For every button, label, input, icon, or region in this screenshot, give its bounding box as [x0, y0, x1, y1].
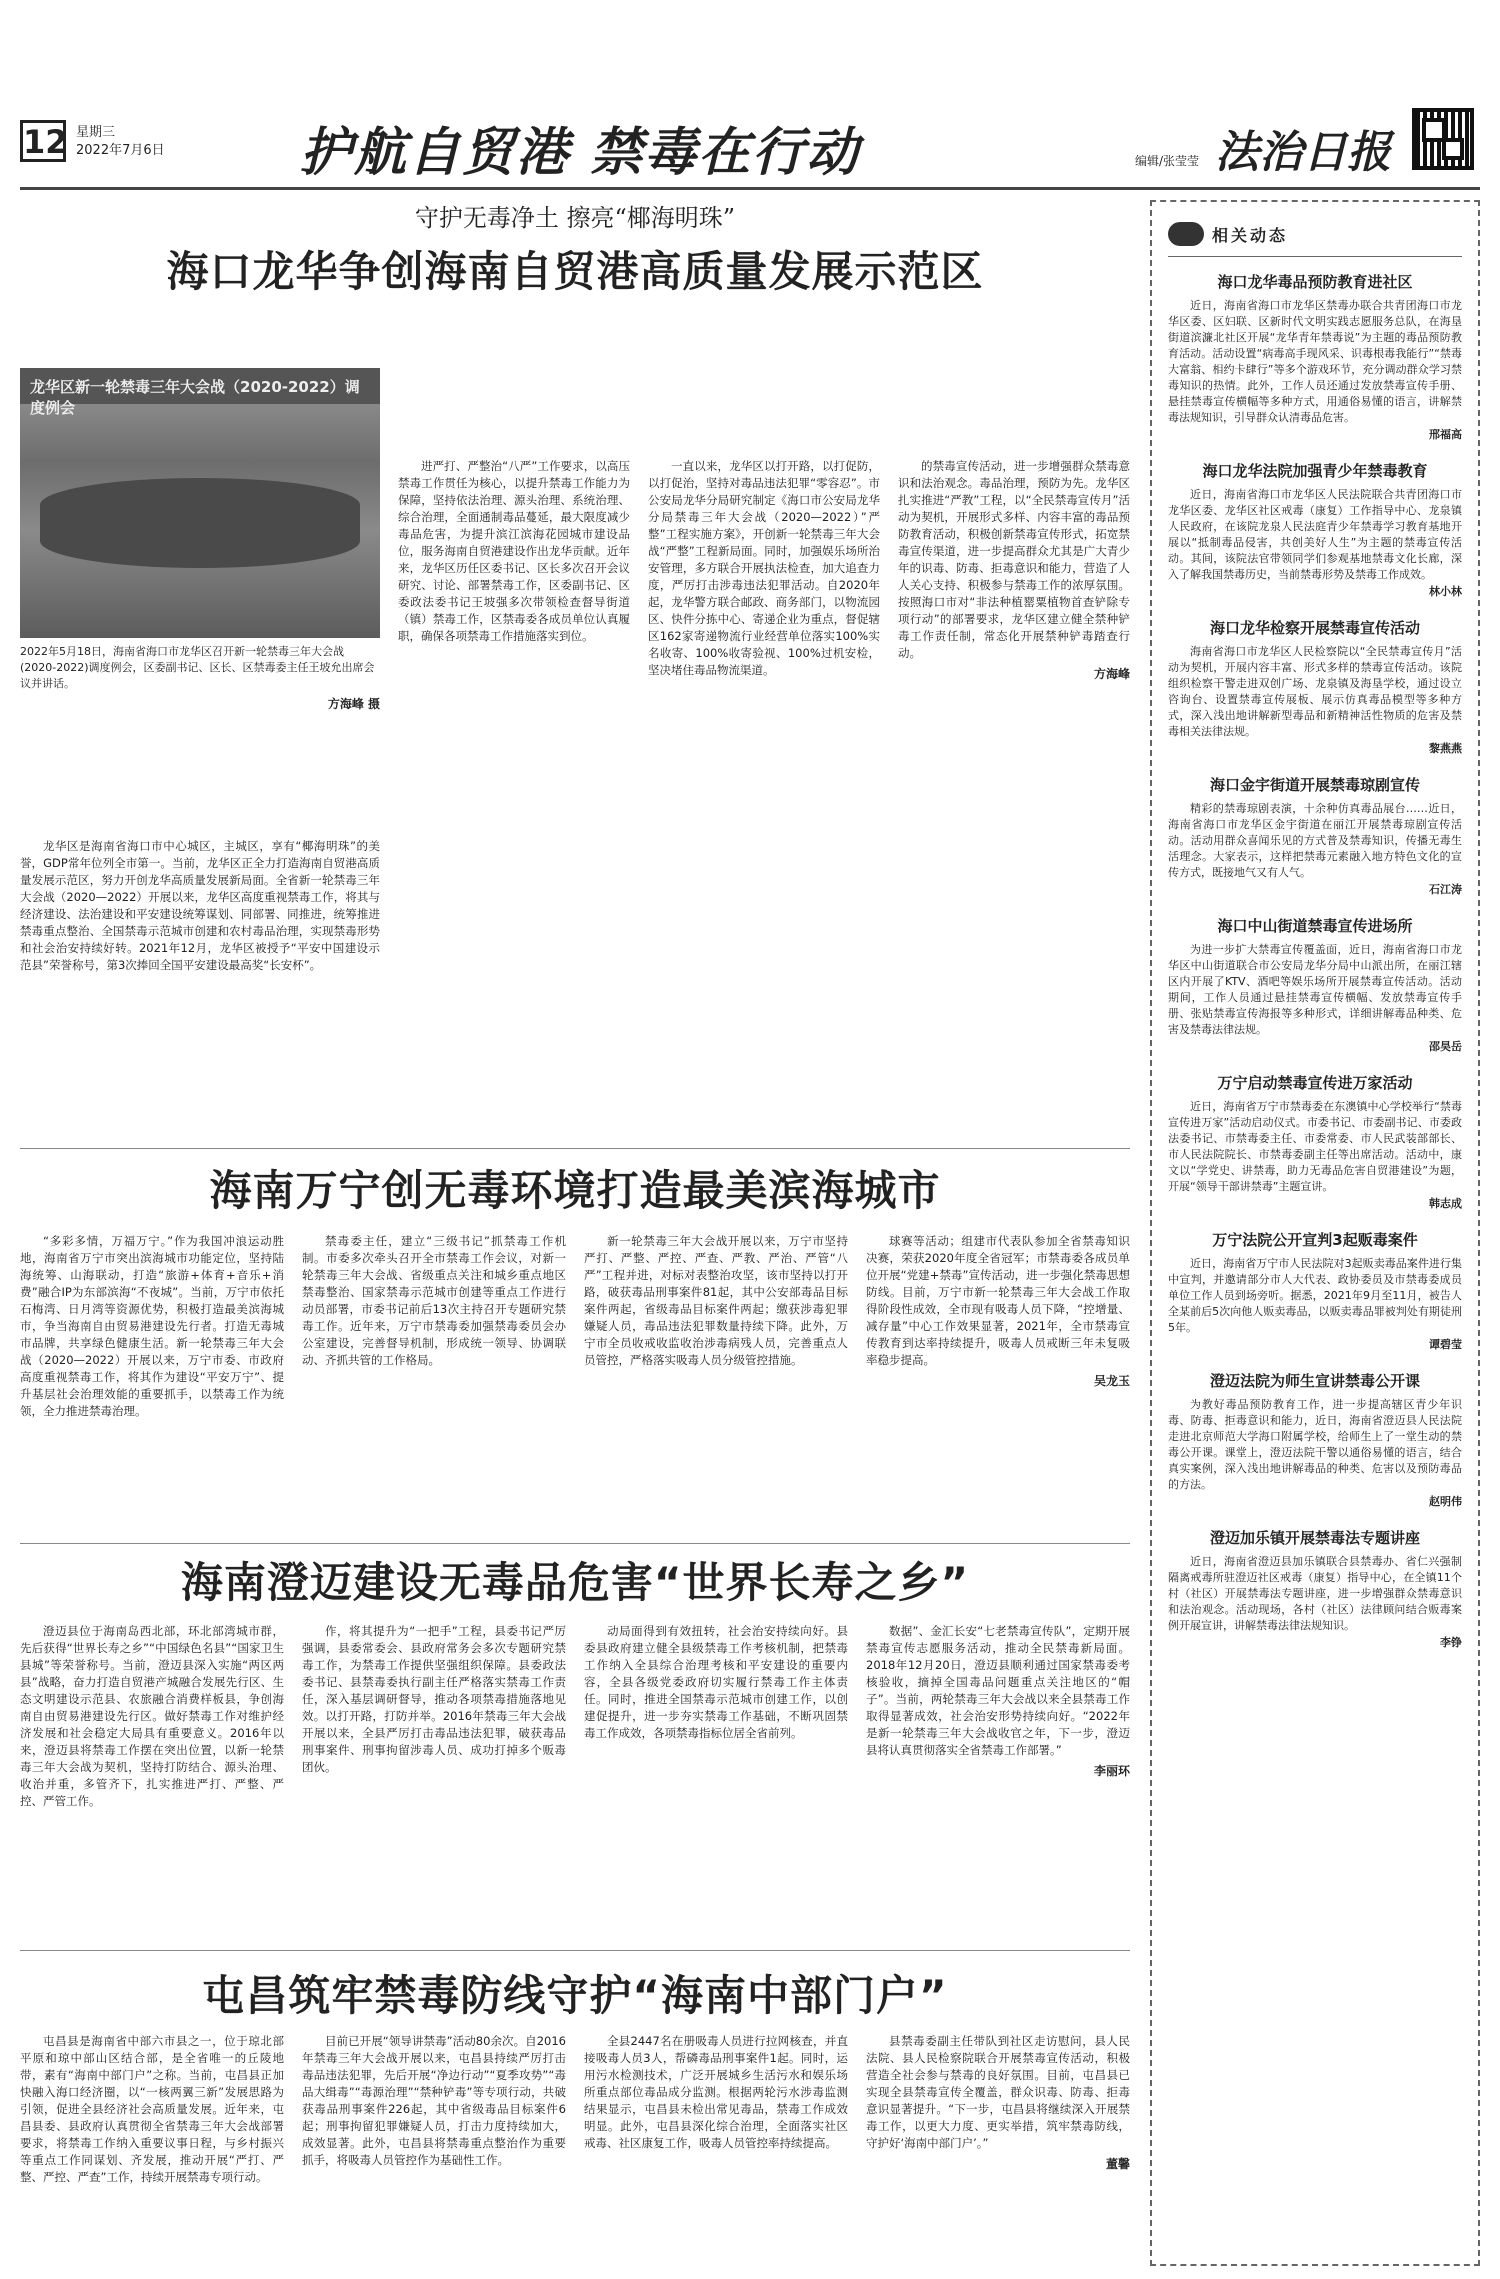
- article-chengmai: [20, 1550, 1130, 1610]
- photo-banner-text: 龙华区新一轮禁毒三年大会战（2020-2022）调度例会: [20, 368, 380, 404]
- article-column: 澄迈县位于海南岛西北部，环北部湾城市群，先后获得“世界长寿之乡”“中国绿色名县”“国家卫生县城”等荣誉称号。当前，澄迈县深入实施“两区两县”战略，奋力打造自贸港产城融合发展先行区、生态文明建设示范县、农旅融合消费样板县，争创海南自由贸易港建设先行区。做好禁毒工作对维护经济发展和社会稳定大局具有重要意义。2016年以来，澄迈县将禁毒工作摆在突出位置，以新一轮禁毒三年大会战为契机，坚持打防结合、源头治理、收治并重，多管齐下，扎实推进严打、严整、严控、严管工作。: [20, 1624, 284, 1808]
- article-headline[interactable]: 海口龙华争创海南自贸港高质量发展示范区: [166, 247, 984, 296]
- article-wanning: [20, 1158, 1130, 1218]
- news-item-title[interactable]: 万宁法院公开宣判3起贩毒案件: [1212, 1231, 1418, 1249]
- qr-code-icon[interactable]: [1412, 108, 1474, 170]
- news-item-body: 近日，海南省万宁市人民法院对3起贩卖毒品案件进行集中宣判，并邀请部分市人大代表、政协委员及市禁毒委成员单位工作人员到场旁听。据悉，2021年9月至11月，被告人全某前后5次向他人贩卖毒品，以贩卖毒品罪被判处有期徒刑5年。: [1168, 1257, 1462, 1334]
- article-column: 动局面得到有效扭转，社会治安持续向好。县委县政府建立健全县级禁毒工作考核机制，把禁毒工作纳入全县综合治理考核和平安建设的重要内容，全县各级党委政府切实履行禁毒工作主体责任。同时，推进全国禁毒示范城市创建工作，以创建促提升，进一步夯实禁毒工作基础，不断巩固禁毒工作成效，各项禁毒指标位居全省前列。: [584, 1624, 848, 1740]
- news-item[interactable]: [1168, 460, 1462, 599]
- news-item-title[interactable]: 海口龙华法院加强青少年禁毒教育: [1202, 462, 1428, 480]
- photo-caption: [20, 644, 380, 712]
- issue-date-block: [76, 124, 165, 160]
- meeting-photo: [20, 368, 380, 638]
- article1-lead-columns: [20, 838, 380, 1138]
- news-item[interactable]: [1168, 1370, 1462, 1509]
- news-item-body: 为教好毒品预防教育工作，进一步提高辖区青少年识毒、防毒、拒毒意识和能力，近日，海南省澄迈县人民法院走进北京师范大学海口附属学校，给师生上了一堂生动的禁毒公开课。课堂上，澄迈法院干警以通俗易懂的语言，结合真实案例，深入浅出地讲解毒品的种类、危害以及预防毒品的方法。: [1168, 1398, 1462, 1491]
- editor-credit: 编辑/张莹莹: [1135, 154, 1200, 168]
- news-item-title[interactable]: 澄迈法院为师生宣讲禁毒公开课: [1209, 1372, 1420, 1390]
- news-item-body: 近日，海南省万宁市禁毒委在东澳镇中心学校举行“禁毒宣传进万家”活动启动仪式。市委书记、市委副书记、市委政法委书记、市禁毒委主任、市委常委、市人民武装部部长、市人民法院院长、市禁毒委副主任等出席活动。活动中，康文以“学党史、讲禁毒，助力无毒品危害自贸港建设”为题，开展“领导干部讲禁毒”主题宣讲。: [1168, 1100, 1462, 1193]
- news-item[interactable]: [1168, 617, 1462, 756]
- news-item-body: 精彩的禁毒琼剧表演，十余种仿真毒品展台……近日，海南省海口市龙华区金宇街道在丽江开展禁毒琼剧宣传活动。活动用群众喜闻乐见的方式普及禁毒知识，传播无毒生活理念。大家表示，这样把禁毒元素融入地方特色文化的宣传方式，既接地气又有人气。: [1168, 802, 1462, 879]
- news-item-byline: 邢福高: [1429, 428, 1462, 441]
- article-byline: 吴龙玉: [1093, 1374, 1130, 1388]
- article-byline: 李丽环: [1093, 1764, 1130, 1778]
- article-column: “多彩多情，万福万宁。”作为我国冲浪运动胜地，海南省万宁市突出滨海城市功能定位，坚持陆海统筹、山海联动，打造“旅游+体育+音乐+消费”融合IP为东部滨海“不夜城”。当前，万宁市依托石梅湾、日月湾等资源优势，积极打造最美滨海城市，争当海南自由贸易港建设先行者。打造无毒城市品牌，共享绿色健康生活。新一轮禁毒三年大会战（2020—2022）开展以来，万宁市委、市政府高度重视禁毒工作，将其作为建设“平安万宁”、提升基层社会治理效能的重要抓手，以禁毒工作为统领，全力推进禁毒治理。: [20, 1234, 284, 1418]
- newspaper-masthead: 法治日报: [1215, 127, 1391, 178]
- news-item-title[interactable]: 海口中山街道禁毒宣传进场所: [1217, 917, 1413, 935]
- news-item-byline: 韩志成: [1429, 1197, 1462, 1210]
- article-headline[interactable]: 海南万宁创无毒环境打造最美滨海城市: [209, 1166, 941, 1215]
- news-item[interactable]: [1168, 774, 1462, 897]
- news-item[interactable]: [1168, 1229, 1462, 1352]
- article-column: 全县2447名在册吸毒人员进行拉网核查，并直接吸毒人员3人，帮磷毒品刑事案件1起。同时，运用污水检测技术，广泛开展城乡生活污水和娱乐场所重点部位毒品成分监测。根据两轮污水涉毒监测结果显示，屯昌县未检出常见毒品，禁毒工作成效明显。此外，屯昌县深化综合治理，全面落实社区戒毒、社区康复工作，吸毒人员管控率持续提高。: [584, 2034, 848, 2150]
- news-item-body: 近日，海南省海口市龙华区人民法院联合共青团海口市龙华区委、龙华区社区戒毒（康复）工作指导中心、龙泉镇人民政府，在该院龙泉人民法庭青少年禁毒学习教育基地开展以“抵制毒品侵害，共创美好人生”为主题的禁毒宣传活动。其间，该院法官带领同学们参观基地禁毒文化长廊，深入了解我国禁毒历史，当前禁毒形势及禁毒工作成效。: [1168, 488, 1462, 581]
- article-column: 龙华区是海南省海口市中心城区，主城区，享有“椰海明珠”的美誉，GDP常年位列全市第一。当前，龙华区正全力打造海南自贸港高质量发展示范区，努力开创龙华高质量发展新局面。全省新一轮禁毒三年大会战（2020—2022）开展以来，龙华区高度重视禁毒工作，将其与经济建设、法治建设和平安建设统筹谋划、同部署、同推进，统筹推进禁毒重点整治、全国禁毒示范城市创建和农村毒品治理，实现禁毒形势和社会治安持续好转。2021年12月，龙华区被授予“平安中国建设示范县”荣誉称号，第3次捧回全国平安建设最高奖“长安杯”。: [20, 839, 380, 972]
- article-kicker: 守护无毒净土 擦亮“椰海明珠”: [414, 204, 736, 232]
- caption-byline: 方海峰 摄: [327, 697, 380, 711]
- news-item-body: 为进一步扩大禁毒宣传覆盖面，近日，海南省海口市龙华区中山街道联合市公安局龙华分局中山派出所，在丽江辖区内开展了KTV、酒吧等娱乐场所开展禁毒宣传活动。活动期间，工作人员通过悬挂禁毒宣传横幅、发放禁毒宣传手册、张贴禁毒宣传海报等多种形式，详细讲解毒品种类、危害及禁毒法律法规。: [1168, 943, 1462, 1036]
- news-item-body: 近日，海南省澄迈县加乐镇联合县禁毒办、省仁兴强制隔离戒毒所驻澄迈社区戒毒（康复）指导中心，在全镇11个村（社区）开展禁毒法专题讲座，进一步增强群众禁毒意识和法治观念。活动现场，各村（社区）法律顾问结合贩毒案例开展宣讲，讲解禁毒法律法规知识。: [1168, 1555, 1462, 1632]
- page-number: 12: [20, 120, 66, 162]
- article-headline[interactable]: 海南澄迈建设无毒品危害“世界长寿之乡”: [180, 1558, 970, 1607]
- article-tunchang: [20, 1963, 1130, 2023]
- news-item-body: 海南省海口市龙华区人民检察院以“全民禁毒宣传月”活动为契机，开展内容丰富、形式多样的禁毒宣传活动。该院组织检察干警走进双创广场、龙泉镇及海垦学校，通过设立咨询台、设置禁毒宣传展板、展示仿真毒品模型等多种方式，深入浅出地讲解新型毒品和新精神活性物质的危害及禁毒相关法律法规。: [1168, 645, 1462, 738]
- news-item-byline: 李铮: [1440, 1636, 1462, 1649]
- article-column: 屯昌县是海南省中部六市县之一，位于琼北部平原和琼中部山区结合部，是全省唯一的丘陵地带，素有“海南中部门户”之称。当前，屯昌县正加快融入海口经济圈，以“一核两翼三新”发展思路为引领，促进全县经济社会高质量发展。近年来，屯昌县委、县政府认真贯彻全省禁毒三年大会战部署要求，将禁毒工作纳入重要议事日程，与乡村振兴等重点工作同谋划、齐发展，推动开展“严打、严整、严控、严查”工作，持续开展禁毒专项行动。: [20, 2034, 284, 2184]
- article2-columns: [20, 1233, 1130, 1533]
- sidebar-title-text: 相关动态: [1212, 225, 1289, 245]
- sidebar-rule: [1168, 256, 1462, 257]
- article-byline: 方海峰: [1093, 667, 1130, 681]
- weekday: 星期三: [76, 125, 116, 140]
- article-column: 新一轮禁毒三年大会战开展以来，万宁市坚持严打、严整、严控、严查、严教、严治、严管“八严”工程并进，对标对表整治攻坚，该市坚持以打开路，破获毒品刑事案件81起，其中公安部毒品目标案件两起，省级毒品目标案件两起；缴获涉毒犯罪嫌疑人员，毒品违法犯罪数量持续下降。此外，万宁市全员收戒收监收治涉毒病残人员，完善重点人员管控，严格落实吸毒人员分级管控措施。: [584, 1234, 848, 1367]
- article-column: 数据”、金汇长安“七老禁毒宣传队”，定期开展禁毒宣传志愿服务活动，推动全民禁毒新局面。2018年12月20日，澄迈县顺利通过国家禁毒委考核验收，摘掉全国毒品问题重点关注地区的“帽子”。当前，两轮禁毒三年大会战以来全县禁毒工作取得显著成效，社会治安形势持续向好。“2022年是新一轮禁毒三年大会战收官之年，下一步，澄迈县将认真贯彻落实全省禁毒工作部署。” 李丽环: [866, 1624, 1130, 1778]
- news-item-byline: 谭碧莹: [1429, 1338, 1462, 1351]
- sidebar-title: [1168, 222, 1462, 246]
- news-item-byline: 赵明伟: [1429, 1495, 1462, 1508]
- news-item-byline: 邵昊岳: [1429, 1040, 1462, 1053]
- main-articles: [20, 198, 1130, 2268]
- news-item-title[interactable]: 万宁启动禁毒宣传进万家活动: [1217, 1074, 1413, 1092]
- news-item-byline: 黎燕燕: [1429, 742, 1462, 755]
- issue-date: 2022年7月6日: [76, 143, 165, 158]
- conference-table-shape: [40, 478, 360, 568]
- news-item-byline: 林小林: [1429, 585, 1462, 598]
- article-column: 目前已开展“领导讲禁毒”活动80余次。自2016年禁毒三年大会战开展以来，屯昌县持续严厉打击毒品违法犯罪，先后开展“净边行动”“夏季攻势”“毒品大缉毒”“毒源治理”“禁种铲毒”等专项行动，共破获毒品刑事案件226起，其中省级毒品目标案件6起；刑事拘留犯罪嫌疑人员，打击力度持续加大，成效显著。此外，屯昌县将禁毒重点整治作为重要抓手，将吸毒人员管控作为基础性工作。: [302, 2034, 566, 2167]
- article-header: [20, 198, 1130, 299]
- news-item-body: 近日，海南省海口市龙华区禁毒办联合共青团海口市龙华区委、区妇联、区新时代文明实践志愿服务总队，在海垦街道滨濂北社区开展“龙华青年禁毒说”为主题的毒品预防教育活动。活动设置“病毒高手现风采、识毒根毒我能行”“禁毒大富翁、相约卡肆行”等多个游戏环节，充分调动群众学习禁毒知识的热情。此外，工作人员还通过发放禁毒宣传手册、悬挂禁毒宣传横幅等多种方式，用通俗易懂的语言，讲解禁毒法规知识，引导群众认清毒品危害。: [1168, 299, 1462, 424]
- news-item-title[interactable]: 海口金宇街道开展禁毒琼剧宣传: [1209, 776, 1420, 794]
- article-column: 作，将其提升为“一把手”工程，县委书记严厉强调，县委常委会、县政府常务会多次专题研究禁毒工作，为禁毒工作提供坚强组织保障。县委政法委书记、县禁毒委执行副主任严格落实禁毒工作责任，深入基层调研督导，推动各项禁毒措施落地见效。以打开路，打防并举。2016年禁毒三年大会战开展以来，全县严厉打击毒品违法犯罪，破获毒品刑事案件、刑事拘留涉毒人员、成功打掉多个贩毒团伙。: [302, 1624, 566, 1774]
- news-item-title[interactable]: 海口龙华检察开展禁毒宣传活动: [1209, 619, 1420, 637]
- news-item-title[interactable]: 澄迈加乐镇开展禁毒法专题讲座: [1209, 1529, 1420, 1547]
- article-column: 球赛等活动；组建市代表队参加全省禁毒知识决赛，荣获2020年度全省冠军；市禁毒委各成员单位开展“党建+禁毒”宣传活动，进一步强化禁毒思想防线。目前，万宁市新一轮禁毒三年大会战工作取得阶段性成效，全市现有吸毒人员下降，“控增量、减存量”中心工作效果显著，2021年，全市禁毒宣传教育到达率持续提升，吸毒人员戒断三年未复吸率稳步提高。 吴龙玉: [866, 1234, 1130, 1388]
- article-headline[interactable]: 屯昌筑牢禁毒防线守护“海南中部门户”: [202, 1971, 948, 2020]
- page-header: [20, 100, 1480, 190]
- article-column: 禁毒委主任，建立“三级书记”抓禁毒工作机制。市委多次牵头召开全市禁毒工作会议，对新一轮禁毒三年大会战、省级重点关注和城乡重点地区禁毒整治、国家禁毒示范城市创建等重点工作进行动员部署，市委书记前后13次主持召开专题研究禁毒工作。近年来，万宁市禁毒委加强禁毒委员会办公室建设，完善督导机制，形成统一领导、协调联动、齐抓共管的工作格局。: [302, 1234, 566, 1367]
- news-item[interactable]: [1168, 915, 1462, 1054]
- news-item-byline: 石江涛: [1429, 883, 1462, 896]
- article3-columns: [20, 1623, 1130, 1943]
- news-item[interactable]: [1168, 1072, 1462, 1211]
- article-byline: 董馨: [1105, 2157, 1130, 2171]
- article4-columns: [20, 2033, 1130, 2263]
- news-item-title[interactable]: 海口龙华毒品预防教育进社区: [1217, 273, 1413, 291]
- section-divider: [20, 1148, 1130, 1149]
- article-column: 县禁毒委副主任带队到社区走访慰问，县人民法院、县人民检察院联合开展禁毒宣传活动，积极营造全社会参与禁毒的良好氛围。目前，屯昌县已实现全县禁毒宣传全覆盖，群众识毒、防毒、拒毒意识显著提升。“下一步，屯昌县将继续深入开展禁毒工作，以更大力度、更实举措，筑牢禁毒防线，守护好‘海南中部门户’。” 董馨: [866, 2034, 1130, 2171]
- article-column: 的禁毒宣传活动，进一步增强群众禁毒意识和法治观念。毒品治理，预防为先。龙华区扎实推进“严教”工程，以“全民禁毒宣传月”活动为契机，开展形式多样、内容丰富的毒品预防教育活动，积极创新禁毒宣传形式，拓宽禁毒宣传渠道，进一步提高群众尤其是广大青少年的识毒、防毒、拒毒意识和能力，营造了人人关心支持、积极参与禁毒工作的浓厚氛围。按照海口市对“非法种植罂粟植物首查铲除专项行动”的部署要求，龙华区建立健全禁种铲毒工作责任制，常态化开展禁种铲毒踏查行动。 方海峰: [898, 459, 1130, 681]
- news-item[interactable]: [1168, 1527, 1462, 1650]
- caption-text: 2022年5月18日，海南省海口市龙华区召开新一轮禁毒三年大会战(2020-2022)调度例会，区委副书记、区长、区禁毒委主任王坡允出席会议并讲话。: [20, 645, 375, 690]
- article1-columns: [398, 458, 1130, 1138]
- chat-bubble-icon: [1168, 222, 1204, 246]
- section-divider: [20, 1543, 1130, 1544]
- section-banner: 护航自贸港 禁毒在行动: [300, 122, 861, 183]
- news-item[interactable]: [1168, 271, 1462, 442]
- section-divider: [20, 1950, 1130, 1951]
- article-column: 进严打、严整治“八严”工作要求，以高压禁毒工作贯任为核心，以提升禁毒工作能力为保障，坚持依法治理、源头治理、系统治理、综合治理，全面通制毒品蔓延，最大限度减少毒品危害，为提升滨江滨海花园城市建设品位，服务海南自贸港建设作出龙华贡献。近年来，龙华区历任区委书记、区长多次召开会议研究、讨论、部署禁毒工作，区委副书记、区委政法委书记王坡强多次带领检查督导街道（镇）禁毒工作，区禁毒委各成员单位认真履职，确保各项禁毒工作措施落实到位。: [398, 459, 630, 643]
- article-column: 一直以来，龙华区以打开路，以打促防，以打促治，坚持对毒品违法犯罪“零容忍”。市公安局龙华分局研究制定《海口市公安局龙华分局禁毒三年大会战（2020—2022）”严整”工程实施方案》，开创新一轮禁毒三年大会战“严整”工程新局面。同时，加强娱乐场所治安管理，多方联合开展执法检查，加大追查力度，严厉打击涉毒违法犯罪活动。自2020年起，龙华警方联合邮政、商务部门，以物流园区、快件分拣中心、寄递企业为重点，督促辖区162家寄递物流行业经营单位落实100%实名收寄、100%收寄验视、100%过机安检，坚决堵住毒品物流渠道。: [648, 459, 880, 677]
- related-news-sidebar: [1150, 200, 1480, 2266]
